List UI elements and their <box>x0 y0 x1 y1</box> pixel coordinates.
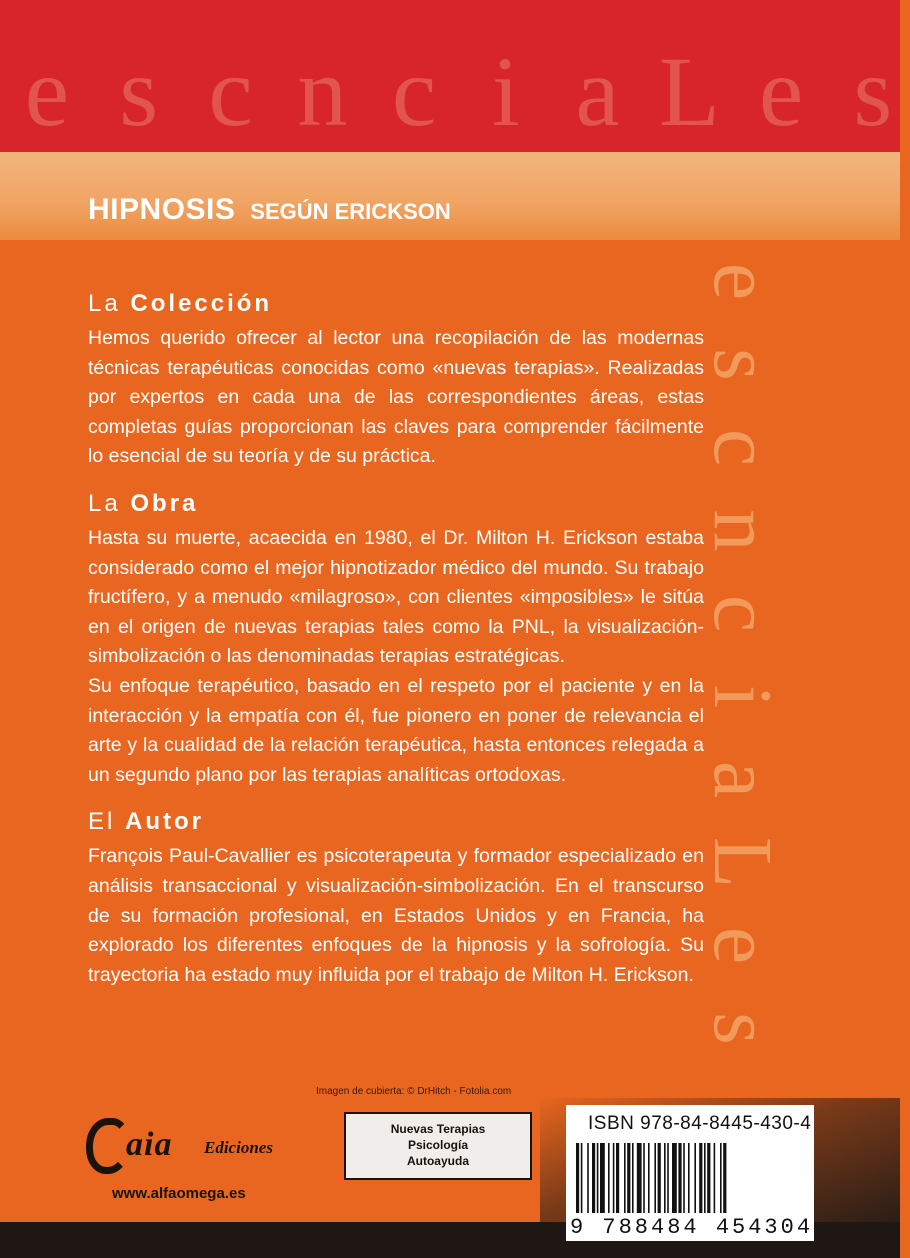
category-item: Psicología <box>407 1138 469 1152</box>
side-series-letter: i <box>696 684 789 709</box>
author-heading <box>88 802 704 842</box>
side-series-letter: a <box>696 760 789 799</box>
side-series-letter: e <box>696 926 789 965</box>
work-paragraph: Su enfoque terapéutico, basado en el respeto por el paciente y en la interacción y la empatía con él, fue pionero en poner de relevancia el arte y la cualidad de la relación terapéutica, hasta entonces relegada a un segundo plano por las terapias analíticas ortodoxas. <box>88 674 704 786</box>
side-series-wordmark <box>696 240 789 1070</box>
heading-prefix: El <box>88 808 126 836</box>
cover-image-credit: Imagen de cubierta: © DrHitch - Fotolia.com <box>316 1086 512 1097</box>
series-letter: L <box>658 36 720 147</box>
side-series-letter: c <box>696 594 789 633</box>
series-letter: s <box>853 36 893 147</box>
category-item: Autoayuda <box>406 1154 469 1168</box>
side-series-letter: L <box>696 836 789 889</box>
side-series-letter: s <box>696 348 789 381</box>
series-letter: e <box>758 36 804 147</box>
book-title-main: HIPNOSIS <box>88 193 236 226</box>
work-heading <box>88 484 704 524</box>
series-letter: n <box>297 36 348 147</box>
series-letter: s <box>119 36 159 147</box>
ean-number: 9 788484 454304 <box>570 1215 814 1240</box>
heading-bold: Autor <box>125 808 204 836</box>
heading-prefix: La <box>88 489 131 517</box>
category-item: Nuevas Terapias <box>390 1122 486 1136</box>
side-series-letter: n <box>696 509 789 552</box>
series-letter: i <box>491 36 520 147</box>
isbn-barcode <box>566 1105 814 1241</box>
barcode-bars-icon <box>576 1143 804 1213</box>
series-letter: e <box>24 36 70 147</box>
series-wordmark <box>10 36 910 147</box>
series-letter: c <box>208 36 253 147</box>
work-section <box>88 484 704 790</box>
isbn-label: ISBN 978-84-8445-430-4 <box>588 1113 812 1134</box>
collection-section <box>88 284 704 472</box>
side-series-letter: c <box>696 428 789 467</box>
side-series-letter: e <box>696 262 789 301</box>
book-title <box>88 190 451 227</box>
book-title-sub: SEGÚN ERICKSON <box>250 199 451 224</box>
series-banner <box>0 0 900 152</box>
heading-bold: Colección <box>130 290 273 317</box>
author-section <box>88 802 704 990</box>
side-series-letter: s <box>696 1012 789 1045</box>
work-paragraph: Hasta su muerte, acaecida en 1980, el Dr. Milton H. Erickson estaba considerado como el mejor hipnotizador médico del mundo. Su trabajo fructífero, y a menudo «milagroso», con clientes «imposibles» le sitúa en el origen de nuevas terapias tales como la PNL, la visualización-simbolización o las denominadas terapias estratégicas. <box>88 526 704 668</box>
collection-paragraph: Hemos querido ofrecer al lector una recopilación de las modernas técnicas terapéuticas conocidas como «nuevas terapias». Realizadas por expertos en cada una de las correspondientes áreas, estas completas guías proporcionan las claves para comprender fácilmente lo esencial de su teoría y de su práctica. <box>88 327 704 468</box>
back-cover-text <box>88 284 704 990</box>
category-box <box>344 1112 532 1180</box>
heading-bold: Obra <box>130 489 199 517</box>
publisher-logo <box>86 1118 326 1176</box>
series-letter: a <box>575 36 620 147</box>
publisher-website: www.alfaomega.es <box>112 1185 246 1202</box>
collection-heading <box>88 284 704 324</box>
publisher-imprint: Ediciones <box>204 1138 273 1157</box>
publisher-g-mark-icon <box>86 1118 130 1174</box>
publisher-brand: aia <box>126 1126 173 1163</box>
heading-prefix: La <box>88 290 131 317</box>
series-letter: c <box>391 36 437 147</box>
author-paragraph: François Paul-Cavallier es psicoterapeuta y formador especializado en análisis transaccional y visualización-simbolización. En el transcurso de su formación profesional, en Estados Unidos y en Francia, ha explorado los diferentes enfoques de la hipnosis y la sofrología. Su trayectoria ha estado muy influida por el trabajo de Milton H. Erickson. <box>88 845 704 986</box>
